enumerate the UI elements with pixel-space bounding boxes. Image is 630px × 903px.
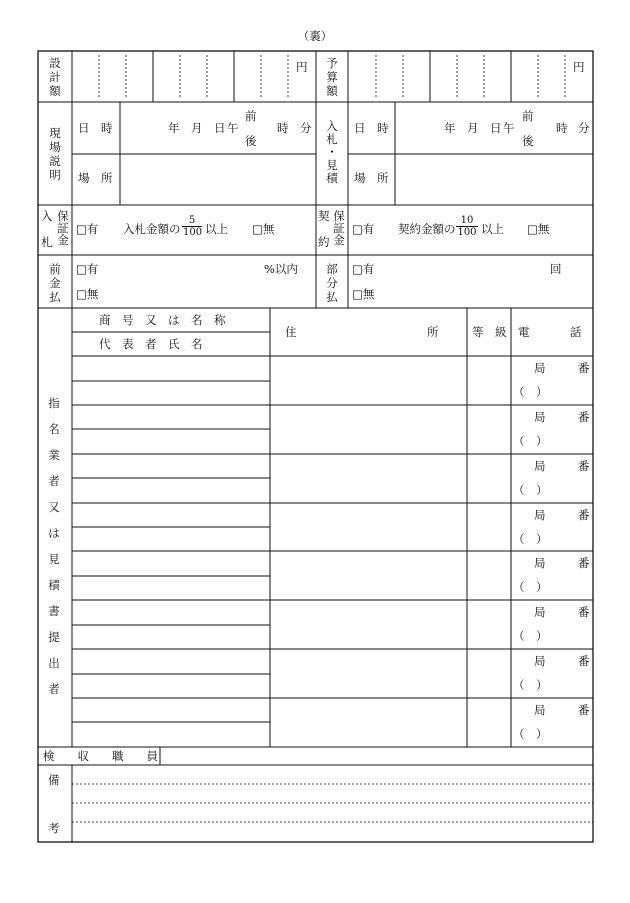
page-label: （裏） [297, 29, 333, 43]
phone-number: 番 [578, 556, 590, 570]
advance-payment-no[interactable]: □無 [76, 287, 99, 301]
contract-deposit-fraction [456, 215, 478, 238]
bid-month: 月 [467, 121, 479, 135]
partial-payment-no[interactable]: □無 [352, 287, 375, 301]
contract-deposit-condition-prefix: 契約金額の [398, 222, 456, 236]
site-month: 月 [191, 121, 203, 135]
contract-deposit-label-vertical: 保 証 金 [333, 209, 345, 247]
header-address-left: 住 [285, 325, 297, 339]
bid-pm: 後 [522, 134, 534, 148]
phone-number: 番 [578, 703, 590, 717]
bid-deposit-label-top: 入 [41, 209, 53, 223]
phone-number: 番 [578, 410, 590, 424]
bid-deposit-fraction-den: 100 [183, 227, 203, 238]
bid-year: 年 [444, 121, 456, 135]
inspector-label: 検 収 職 員 [43, 749, 158, 763]
site-am: 前 [245, 109, 257, 123]
phone-number: 番 [578, 508, 590, 522]
phone-exchange: 局 [534, 410, 546, 424]
site-day: 日 [214, 121, 226, 135]
budget-amount-unit: 円 [573, 60, 585, 74]
site-year: 年 [168, 121, 180, 135]
design-amount-label: 設 計 額 [49, 56, 61, 98]
header-phone-left: 電 [518, 325, 530, 339]
phone-paren: （ ） [513, 483, 548, 497]
phone-paren: （ ） [513, 434, 548, 448]
header-company-name: 商 号 又 は 名 称 [99, 313, 226, 327]
phone-exchange: 局 [534, 703, 546, 717]
phone-paren: （ ） [513, 727, 548, 741]
phone-exchange: 局 [534, 556, 546, 570]
phone-number: 番 [578, 361, 590, 375]
bid-estimate-label: 入 札 ・ 見 積 [326, 119, 338, 185]
contract-deposit-condition-suffix: 以上 [481, 222, 504, 236]
bid-minute: 分 [578, 121, 590, 135]
contract-deposit-label-bottom: 約 [318, 235, 330, 249]
site-ampm-suffix: 午 [227, 121, 239, 135]
phone-exchange: 局 [534, 508, 546, 522]
phone-paren: （ ） [513, 385, 548, 399]
bid-deposit-no[interactable]: □無 [252, 222, 275, 236]
phone-number: 番 [578, 605, 590, 619]
phone-paren: （ ） [513, 532, 548, 546]
header-grade: 等 級 [472, 325, 507, 339]
bid-datetime-label: 日 時 [354, 121, 389, 135]
bid-deposit-fraction-num: 5 [182, 215, 202, 227]
header-representative: 代 表 者 氏 名 [99, 337, 203, 351]
budget-amount-label: 予 算 額 [326, 56, 338, 98]
partial-payment-label: 部 分 払 [326, 262, 338, 304]
contract-deposit-fraction-num: 10 [456, 215, 478, 227]
phone-exchange: 局 [534, 654, 546, 668]
contract-deposit-yes[interactable]: □有 [352, 222, 375, 236]
header-phone-right: 話 [570, 325, 582, 339]
phone-exchange: 局 [534, 459, 546, 473]
bid-deposit-label-bottom: 札 [41, 235, 53, 249]
advance-payment-yes[interactable]: □有 [76, 262, 99, 276]
bidders-section-label: 指 名 業 者 又 は 見 積 書 提 出 者 [48, 396, 60, 696]
advance-payment-limit: %以内 [264, 262, 298, 276]
site-minute: 分 [300, 121, 312, 135]
contract-deposit-label-top: 契 [318, 209, 330, 223]
site-datetime-label: 日 時 [78, 121, 113, 135]
bid-hour: 時 [556, 121, 568, 135]
phone-exchange: 局 [534, 361, 546, 375]
site-briefing-label: 現 場 説 明 [49, 126, 61, 182]
phone-number: 番 [578, 459, 590, 473]
bid-deposit-label-vertical: 保 証 金 [57, 209, 69, 247]
site-pm: 後 [245, 134, 257, 148]
site-place-label: 場 所 [78, 171, 113, 185]
bid-deposit-condition-prefix: 入札金額の [123, 222, 181, 236]
contract-deposit-fraction-den: 100 [457, 227, 477, 238]
advance-payment-label: 前 金 払 [49, 262, 61, 304]
partial-payment-yes[interactable]: □有 [352, 262, 375, 276]
design-amount-unit: 円 [296, 60, 308, 74]
bid-deposit-fraction [182, 215, 202, 238]
remarks-label-bottom: 考 [48, 821, 60, 835]
site-hour: 時 [277, 121, 289, 135]
contract-deposit-no[interactable]: □無 [527, 222, 550, 236]
bid-place-label: 場 所 [354, 171, 389, 185]
phone-paren: （ ） [513, 580, 548, 594]
phone-number: 番 [578, 654, 590, 668]
remarks-label-top: 備 [48, 773, 60, 787]
bid-deposit-yes[interactable]: □有 [76, 222, 99, 236]
partial-payment-times: 回 [550, 262, 562, 276]
phone-exchange: 局 [534, 605, 546, 619]
bid-ampm-suffix: 午 [503, 121, 515, 135]
bid-deposit-condition-suffix: 以上 [205, 222, 228, 236]
phone-paren: （ ） [513, 629, 548, 643]
bid-day: 日 [490, 121, 502, 135]
phone-paren: （ ） [513, 678, 548, 692]
bid-am: 前 [522, 109, 534, 123]
header-address-right: 所 [427, 325, 439, 339]
